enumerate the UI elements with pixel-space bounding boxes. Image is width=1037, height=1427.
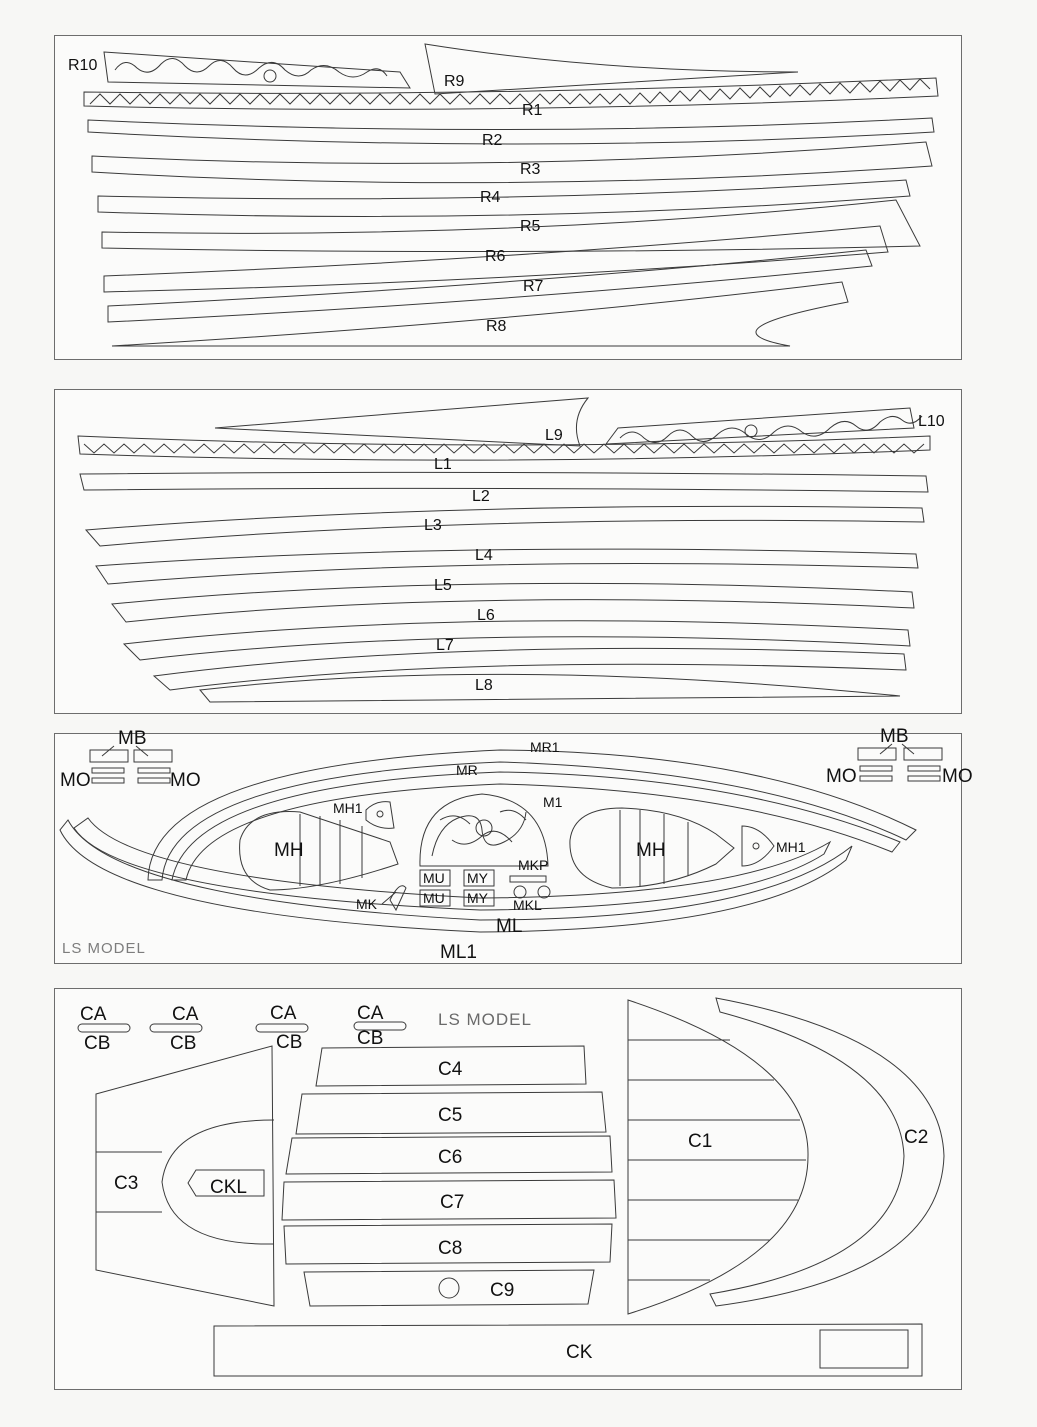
label-ckl: CKL bbox=[210, 1177, 247, 1198]
label-l2: L2 bbox=[472, 488, 490, 505]
label-mu-1: MU bbox=[423, 870, 445, 886]
label-cb-3: CB bbox=[276, 1032, 303, 1053]
label-mo-left-a: MO bbox=[60, 770, 91, 791]
label-c6: C6 bbox=[438, 1147, 463, 1168]
label-mo-right-b: MO bbox=[942, 766, 973, 787]
label-l6: L6 bbox=[477, 607, 495, 624]
ck-cutout bbox=[820, 1330, 908, 1368]
label-ck: CK bbox=[566, 1342, 593, 1363]
label-mb-right: MB bbox=[880, 726, 909, 747]
label-r7: R7 bbox=[523, 278, 544, 295]
label-mkl: MKL bbox=[513, 897, 542, 913]
label-c2: C2 bbox=[904, 1127, 929, 1148]
label-l3: L3 bbox=[424, 517, 442, 534]
label-ca-1: CA bbox=[80, 1004, 107, 1025]
part-ca-cb-3 bbox=[256, 1024, 308, 1032]
label-mo-right-a: MO bbox=[826, 766, 857, 787]
brand-logo-c-sheet: LS MODEL bbox=[438, 1010, 532, 1029]
part-c1 bbox=[628, 1000, 808, 1314]
label-r9: R9 bbox=[444, 73, 465, 90]
part-c2 bbox=[710, 998, 944, 1306]
label-mh-left: MH bbox=[274, 840, 304, 861]
label-cb-1: CB bbox=[84, 1033, 111, 1054]
label-r10: R10 bbox=[68, 57, 98, 74]
label-ml1: ML1 bbox=[440, 942, 477, 963]
label-mk: MK bbox=[356, 896, 377, 912]
label-c5: C5 bbox=[438, 1105, 463, 1126]
label-my-1: MY bbox=[467, 870, 488, 886]
label-l1: L1 bbox=[434, 456, 452, 473]
label-c1: C1 bbox=[688, 1131, 713, 1152]
label-r5: R5 bbox=[520, 218, 541, 235]
label-ca-2: CA bbox=[172, 1004, 199, 1025]
label-cb-2: CB bbox=[170, 1033, 197, 1054]
label-my-2: MY bbox=[467, 890, 488, 906]
label-l4: L4 bbox=[475, 547, 493, 564]
part-ca-cb-1 bbox=[78, 1024, 130, 1032]
label-r1: R1 bbox=[522, 102, 543, 119]
c9-hole bbox=[439, 1278, 459, 1298]
label-r6: R6 bbox=[485, 248, 506, 265]
brand-logo-m-sheet: LS MODEL bbox=[62, 940, 146, 957]
label-mr1: MR1 bbox=[530, 739, 560, 755]
label-c4: C4 bbox=[438, 1059, 463, 1080]
label-r4: R4 bbox=[480, 189, 501, 206]
label-l10: L10 bbox=[918, 413, 945, 430]
label-c8: C8 bbox=[438, 1238, 463, 1259]
label-cb-4: CB bbox=[357, 1028, 384, 1049]
label-mb-left: MB bbox=[118, 728, 147, 749]
label-ml: ML bbox=[496, 916, 523, 937]
label-c3: C3 bbox=[114, 1173, 139, 1194]
label-mh1-right: MH1 bbox=[776, 839, 806, 855]
label-mr: MR bbox=[456, 762, 478, 778]
label-c7: C7 bbox=[440, 1192, 465, 1213]
label-r2: R2 bbox=[482, 132, 503, 149]
label-mkp: MKP bbox=[518, 857, 549, 873]
label-l7: L7 bbox=[436, 637, 454, 654]
label-l5: L5 bbox=[434, 577, 452, 594]
label-l8: L8 bbox=[475, 677, 493, 694]
label-ca-3: CA bbox=[270, 1003, 297, 1024]
label-r3: R3 bbox=[520, 161, 541, 178]
part-c9 bbox=[304, 1270, 594, 1306]
label-ca-4: CA bbox=[357, 1003, 384, 1024]
label-mu-2: MU bbox=[423, 890, 445, 906]
label-mh-right: MH bbox=[636, 840, 666, 861]
label-mh1-left: MH1 bbox=[333, 800, 363, 816]
label-c9: C9 bbox=[490, 1280, 515, 1301]
label-m1: M1 bbox=[543, 794, 563, 810]
label-r8: R8 bbox=[486, 318, 507, 335]
label-l9: L9 bbox=[545, 427, 563, 444]
part-ca-cb-2 bbox=[150, 1024, 202, 1032]
label-mo-left-b: MO bbox=[170, 770, 201, 791]
